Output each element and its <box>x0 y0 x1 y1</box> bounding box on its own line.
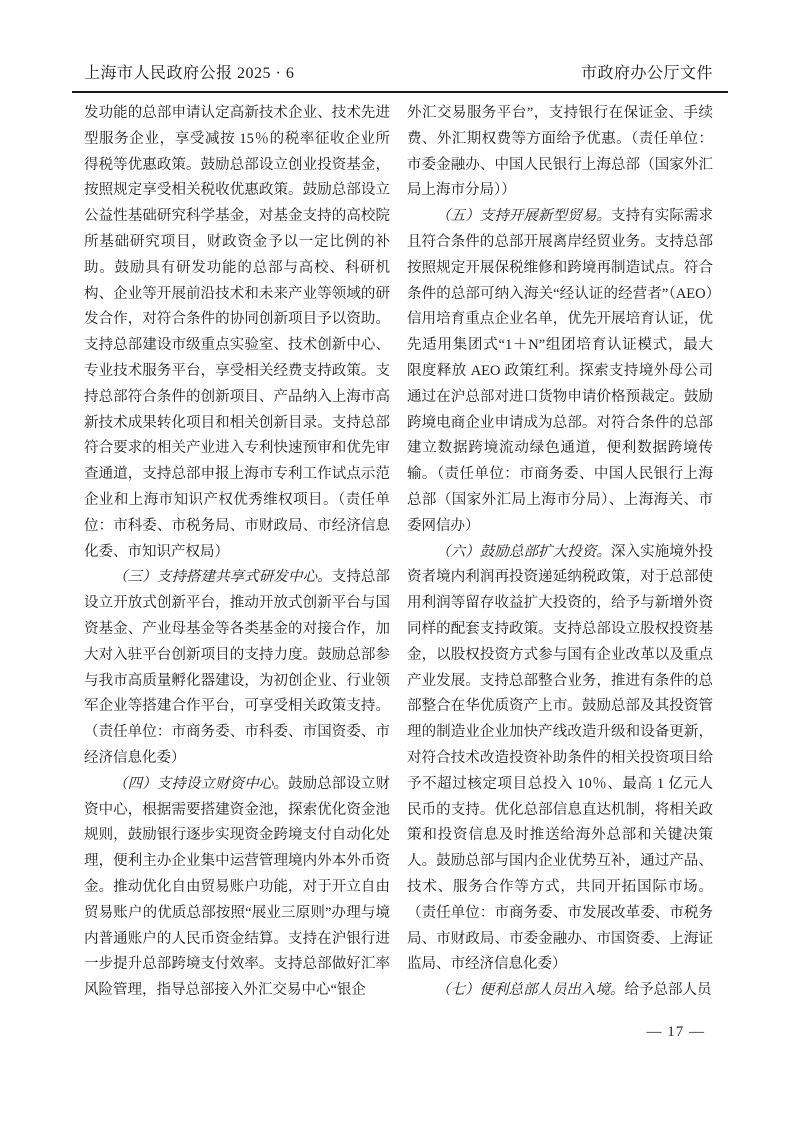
column-right <box>407 101 713 1004</box>
paragraph: （四）支持设立财资中心。鼓励总部设立财资中心，根据需要搭建资金池，探索优化资金池规则，鼓励银行逐步实现资金跨境支付自动化处理，便利主办企业集中运营管理境内外本外币资金。推动优化自由贸易账户功能，对于开立自由贸易账户的优质总部按照“展业三原则”办理与境内普通账户的人民币资金结算。支持在沪银行进一步提升总部跨境支付效率。支持总部做好汇率风险管理，指导总部接入外汇交易中心“银企 <box>84 775 390 999</box>
page-number: — 17 — <box>646 1024 705 1040</box>
clause-heading: （四）支持设立财资中心。 <box>113 775 288 792</box>
document-category: 市政府办公厅文件 <box>580 65 713 82</box>
clause-heading: （六）鼓励总部扩大投资。 <box>436 543 611 560</box>
clause-heading: （七）便利总部人员出入境。 <box>436 982 625 999</box>
paragraph: （七）便利总部人员出入境。给予总部人员 <box>436 982 712 999</box>
paragraph: 发功能的总部申请认定高新技术企业、技术先进型服务企业，享受减按 15％的税率征收企业所得税等优惠政策。鼓励总部设立创业投资基金，按照规定享受相关税收优惠政策。鼓励总部设立公益性基础研究科学基金，对基金支持的高校院所基础研究项目，财政资金予以一定比例的补助。鼓励具有研发功能的总部与高校、科研机构、企业等开展前沿技术和未来产业等领域的研发合作，对符合条件的协同创新项目予以资助。支持总部建设市级重点实验室、技术创新中心、专业技术服务平台，享受相关经费支持政策。支持总部符合条件的创新项目、产品纳入上海市高新技术成果转化项目和相关创新目录。支持总部符合要求的相关产业进入专利快速预审和优先审查通道，支持总部申报上海市专利工作试点示范企业和上海市知识产权优秀维权项目。（责任单位：市科委、市税务局、市财政局、市经济信息化委、市知识产权局） <box>84 105 390 560</box>
paragraph: （五）支持开展新型贸易。支持有实际需求且符合条件的总部开展离岸经贸业务。支持总部按照规定开展保税维修和跨境再制造试点。符合条件的总部可纳入海关“经认证的经营者”（AEO）信用培育重点企业名单，优先开展培育认证，优先适用集团式“1＋N”组团培育认证模式，最大限度释放 AEO 政策红利。探索支持境外母公司通过在沪总部对进口货物申请价格预裁定。鼓励跨境电商企业申请成为总部。对符合条件的总部建立数据跨境流动绿色通道，便利数据跨境传输。（责任单位：市商务委、中国人民银行上海总部（国家外汇局上海市分局）、上海海关、市委网信办） <box>407 208 713 534</box>
column-left <box>84 101 390 1004</box>
body-columns <box>84 101 713 1004</box>
header-rule <box>72 91 728 93</box>
gazette-title: 上海市人民政府公报 2025 · 6 <box>84 65 295 82</box>
page-header <box>84 60 713 83</box>
paragraph: （六）鼓励总部扩大投资。深入实施境外投资者境内利润再投资递延纳税政策，对于总部使用利润等留存收益扩大投资的，给予与新增外资同样的配套支持政策。支持总部设立股权投资基金，以股权投资方式参与国有企业改革以及重点产业发展。支持总部整合业务，推进有条件的总部整合在华优质资产上市。鼓励总部及其投资管理的制造业企业加快产线改造升级和设备更新，对符合技术改造投资补助条件的相关投资项目给予不超过核定项目总投入 10％、最高 1 亿元人民币的支持。优化总部信息直达机制，将相关政策和投资信息及时推送给海外总部和关键决策人。鼓励总部与国内企业优势互补，通过产品、技术、服务合作等方式，共同开拓国际市场。（责任单位：市商务委、市发展改革委、市税务局、市财政局、市委金融办、市国资委、上海证监局、市经济信息化委） <box>407 543 713 973</box>
clause-heading: （五）支持开展新型贸易。 <box>436 208 611 225</box>
clause-heading: （三）支持搭建共享式研发中心。 <box>113 569 332 586</box>
paragraph: （三）支持搭建共享式研发中心。支持总部设立开放式创新平台，推动开放式创新平台与国资基金、产业母基金等各类基金的对接合作，加大对入驻平台创新项目的支持力度。鼓励总部参与我市高质量孵化器建设，为初创企业、行业领军企业等搭建合作平台，可享受相关政策支持。（责任单位：市商务委、市科委、市国资委、市经济信息化委） <box>84 569 390 766</box>
paragraph: 外汇交易服务平台”，支持银行在保证金、手续费、外汇期权费等方面给予优惠。（责任单位：市委金融办、中国人民银行上海总部（国家外汇局上海市分局）） <box>407 105 713 199</box>
